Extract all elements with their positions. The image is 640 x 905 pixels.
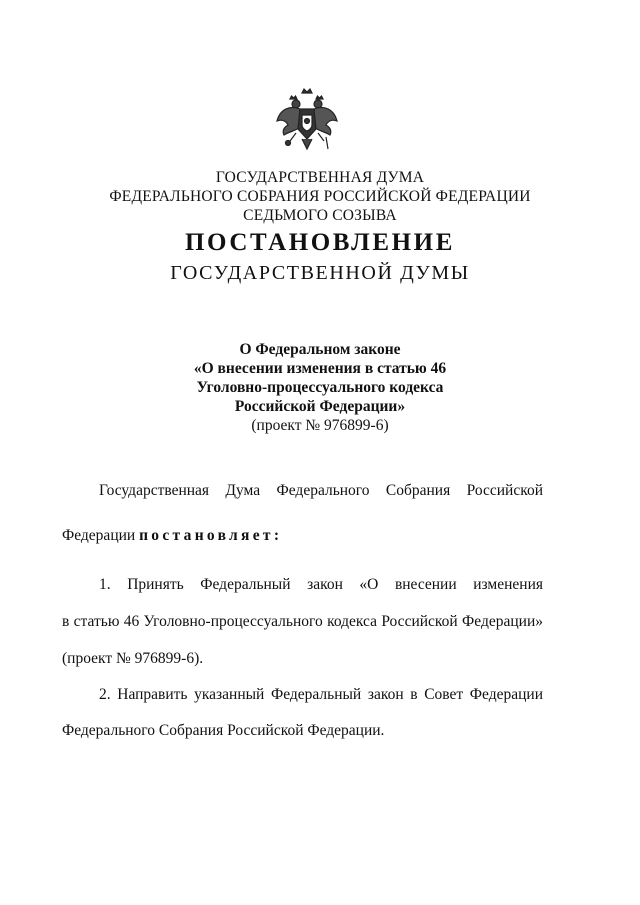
item-1-line-3: (проект № 976899-6).	[62, 650, 204, 667]
subject-line-2: «О внесении изменения в статью 46	[193, 360, 447, 377]
subject-line-4: Российской Федерации»	[234, 398, 406, 415]
russian-coat-of-arms-icon	[272, 87, 342, 157]
item-1-line-1: 1. Принять Федеральный закон «О внесении изменения	[99, 576, 543, 593]
document-type-subtitle: ГОСУДАРСТВЕННОЙ ДУМЫ	[170, 262, 470, 284]
preamble-prefix: Федерации	[62, 527, 140, 544]
item-2-line-1: 2. Направить указанный Федеральный закон в Совет Федерации	[99, 686, 543, 703]
org-line-1: ГОСУДАРСТВЕННАЯ ДУМА	[215, 169, 425, 186]
org-line-3: СЕДЬМОГО СОЗЫВА	[243, 207, 397, 224]
preamble-line-2	[62, 527, 282, 545]
subject-line-5: (проект № 976899-6)	[251, 417, 389, 434]
resolves-keyword: постановляет:	[139, 527, 283, 544]
org-line-2: ФЕДЕРАЛЬНОГО СОБРАНИЯ РОССИЙСКОЙ ФЕДЕРАЦИИ	[109, 188, 531, 205]
subject-line-1: О Федеральном законе	[239, 341, 401, 358]
subject-line-3: Уголовно-процессуального кодекса	[196, 379, 444, 396]
preamble-line-1: Государственная Дума Федерального Собрания Российской	[99, 482, 543, 499]
item-2-line-2: Федерального Собрания Российской Федерации.	[62, 722, 385, 739]
item-1-line-2: в статью 46 Уголовно-процессуального кодекса Российской Федерации»	[62, 613, 543, 630]
document-type-title: ПОСТАНОВЛЕНИЕ	[184, 229, 456, 256]
